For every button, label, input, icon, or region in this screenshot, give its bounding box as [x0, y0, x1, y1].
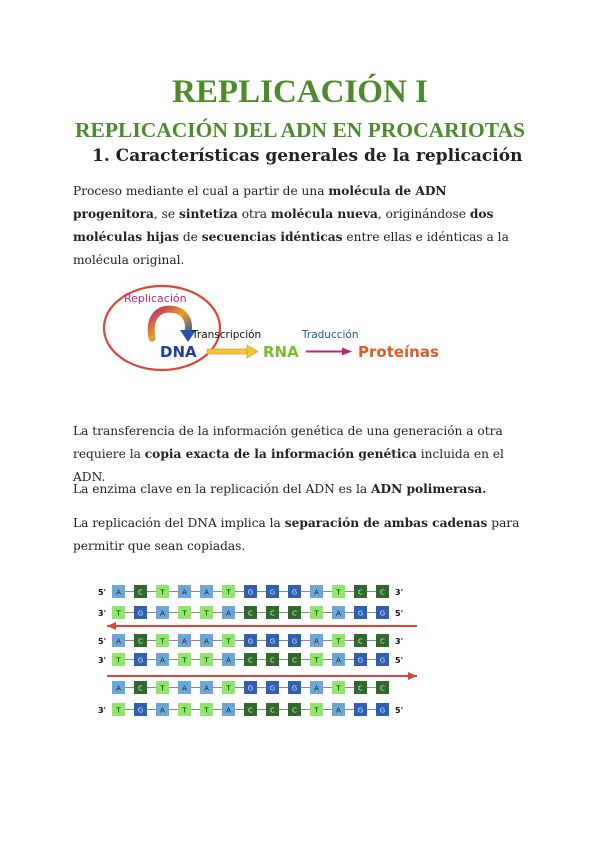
nucleotide-letter: G — [379, 656, 386, 665]
strand-end-label: 3' — [98, 609, 107, 618]
bold-text: molécula nueva — [270, 207, 378, 221]
bold-text: copia exacta de la información genética — [144, 447, 417, 461]
nucleotide-letter: G — [379, 609, 386, 618]
nucleotide-letter: C — [270, 706, 275, 715]
nucleotide-letter: C — [358, 637, 363, 646]
bold-text: sintetiza — [179, 207, 238, 221]
nucleotide-letter: T — [204, 656, 209, 665]
nucleotide-letter: A — [116, 588, 121, 597]
nucleotide-letter: T — [182, 706, 187, 715]
nucleotide-letter: C — [138, 637, 143, 646]
text: La enzima clave en la replicación del ADN es la — [73, 482, 372, 496]
text: La transferencia de la información genética de una generación a otra requiere la — [73, 424, 503, 461]
text: entre ellas e idénticas a la molécula original. — [73, 230, 509, 267]
nucleotide-letter: A — [204, 637, 209, 646]
nucleotide-letter: C — [248, 656, 253, 665]
nucleotide-letter: T — [226, 637, 231, 646]
transcription-label: Transcripción — [192, 329, 262, 341]
nucleotide-letter: A — [204, 684, 209, 693]
nucleotide-letter: G — [247, 684, 254, 693]
text: de — [178, 230, 202, 244]
nucleotide-letter: C — [138, 588, 143, 597]
nucleotide-letter: T — [116, 656, 121, 665]
page-title: REPLICACIÓN I — [172, 74, 428, 110]
text: para permitir que sean copiadas. — [73, 516, 520, 553]
strand-end-label: 5' — [395, 706, 404, 715]
bold-text: ADN polimerasa. — [371, 482, 487, 496]
nucleotide-letter: G — [247, 637, 254, 646]
nucleotide-letter: G — [357, 706, 364, 715]
nucleotide-letter: C — [380, 588, 385, 597]
nucleotide-letter: C — [292, 656, 297, 665]
nucleotide-letter: T — [160, 588, 165, 597]
strand-end-label: 3' — [98, 706, 107, 715]
separation-paragraph — [73, 512, 533, 558]
nucleotide-letter: C — [380, 684, 385, 693]
strand-end-label: 3' — [395, 588, 404, 597]
nucleotide-letter: T — [160, 637, 165, 646]
bold-text: molécula de ADN progenitora — [73, 184, 447, 221]
dna-replication-strands-figure — [87, 575, 452, 740]
bold-text: dos moléculas hijas — [73, 207, 494, 244]
nucleotide-letter: T — [226, 684, 231, 693]
nucleotide-letter: C — [292, 609, 297, 618]
strand-end-label: 5' — [98, 588, 107, 597]
nucleotide-letter: G — [291, 637, 298, 646]
nucleotide-letter: A — [160, 656, 165, 665]
nucleotide-letter: T — [116, 706, 121, 715]
nucleotide-letter: C — [138, 684, 143, 693]
nucleotide-letter: A — [336, 656, 341, 665]
bold-text: secuencias idénticas — [201, 230, 343, 244]
nucleotide-letter: A — [182, 588, 187, 597]
nucleotide-letter: C — [270, 656, 275, 665]
nucleotide-letter: A — [226, 656, 231, 665]
bold-text: separación de ambas cadenas — [284, 516, 488, 530]
nucleotide-letter: A — [314, 637, 319, 646]
section-heading: 1. Características generales de la replicación — [92, 146, 523, 166]
nucleotide-letter: A — [160, 706, 165, 715]
text: Proceso mediante el cual a partir de una — [73, 184, 329, 198]
nucleotide-letter: G — [269, 684, 276, 693]
nucleotide-letter: C — [358, 588, 363, 597]
nucleotide-letter: T — [336, 588, 341, 597]
nucleotide-letter: A — [314, 588, 319, 597]
nucleotide-letter: G — [269, 637, 276, 646]
nucleotide-letter: T — [226, 588, 231, 597]
text: otra — [237, 207, 271, 221]
nucleotide-letter: G — [291, 684, 298, 693]
nucleotide-letter: G — [379, 706, 386, 715]
proteins-label: Proteínas — [358, 343, 439, 361]
transcription-arrow-icon — [207, 349, 247, 354]
text: incluida en el ADN. — [73, 447, 504, 484]
nucleotide-letter: G — [137, 656, 144, 665]
strand-end-label: 3' — [395, 637, 404, 646]
text: La replicación del DNA implica la — [73, 516, 285, 530]
nucleotide-letter: A — [336, 706, 341, 715]
strand-end-label: 3' — [98, 656, 107, 665]
nucleotide-letter: C — [380, 637, 385, 646]
nucleotide-letter: A — [182, 684, 187, 693]
arrow-head-icon — [107, 622, 116, 630]
nucleotide-letter: C — [292, 706, 297, 715]
nucleotide-letter: A — [204, 588, 209, 597]
nucleotide-letter: G — [269, 588, 276, 597]
nucleotide-letter: T — [336, 637, 341, 646]
translation-arrow-head-icon — [342, 348, 352, 356]
nucleotide-letter: T — [204, 706, 209, 715]
nucleotide-letter: A — [226, 706, 231, 715]
dna-label: DNA — [160, 343, 197, 361]
nucleotide-letter: G — [247, 588, 254, 597]
intro-paragraph — [73, 180, 533, 272]
translation-label: Traducción — [302, 329, 359, 341]
nucleotide-letter: T — [182, 656, 187, 665]
nucleotide-letter: A — [314, 684, 319, 693]
strand-end-label: 5' — [395, 609, 404, 618]
nucleotide-letter: T — [160, 684, 165, 693]
nucleotide-letter: G — [357, 656, 364, 665]
page-subtitle: REPLICACIÓN DEL ADN EN PROCARIOTAS — [75, 118, 525, 142]
nucleotide-letter: T — [204, 609, 209, 618]
nucleotide-letter: G — [137, 609, 144, 618]
nucleotide-letter: A — [116, 684, 121, 693]
nucleotide-letter: C — [270, 609, 275, 618]
replication-label: Replicación — [124, 292, 187, 305]
nucleotide-letter: T — [116, 609, 121, 618]
nucleotide-letter: G — [291, 588, 298, 597]
transcription-arrow-head-icon — [247, 345, 258, 358]
enzyme-paragraph — [73, 478, 533, 501]
nucleotide-letter: T — [314, 706, 319, 715]
nucleotide-letter: T — [182, 609, 187, 618]
nucleotide-letter: T — [336, 684, 341, 693]
strand-end-label: 5' — [395, 656, 404, 665]
nucleotide-letter: A — [226, 609, 231, 618]
strand-end-label: 5' — [98, 637, 107, 646]
nucleotide-letter: A — [160, 609, 165, 618]
nucleotide-letter: T — [314, 656, 319, 665]
nucleotide-letter: T — [314, 609, 319, 618]
rna-label: RNA — [263, 343, 299, 361]
nucleotide-letter: G — [137, 706, 144, 715]
nucleotide-letter: C — [358, 684, 363, 693]
arrow-head-icon — [408, 672, 417, 680]
nucleotide-letter: C — [248, 706, 253, 715]
nucleotide-letter: A — [336, 609, 341, 618]
nucleotide-letter: G — [357, 609, 364, 618]
text: , se — [153, 207, 180, 221]
nucleotide-letter: C — [248, 609, 253, 618]
nucleotide-letter: A — [116, 637, 121, 646]
text: , originándose — [377, 207, 470, 221]
central-dogma-figure — [100, 276, 440, 376]
nucleotide-letter: A — [182, 637, 187, 646]
